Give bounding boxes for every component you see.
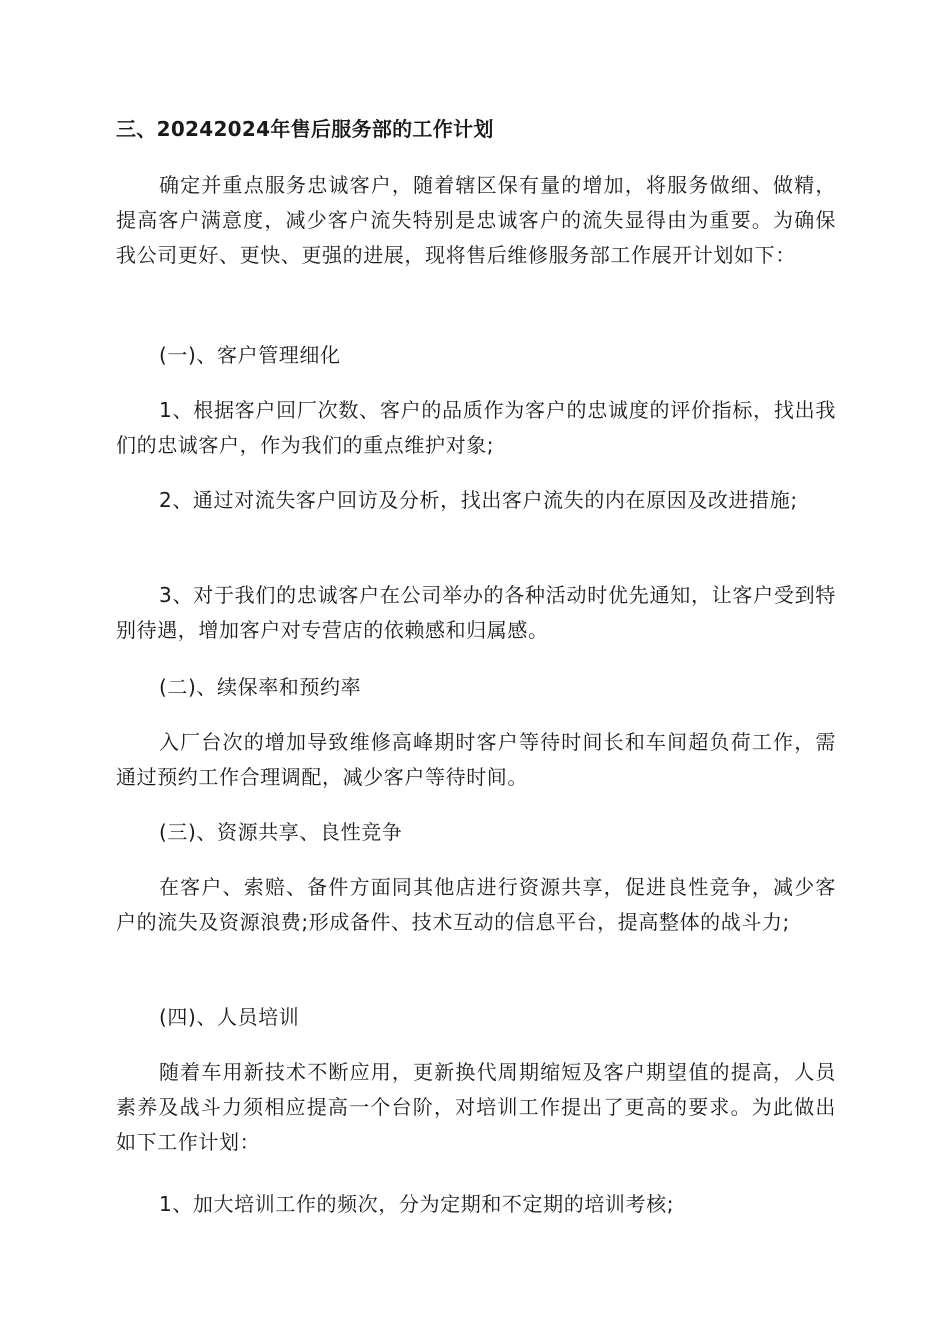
subsection-title-staff-training: (四)、人员培训	[159, 1005, 300, 1029]
section-heading: 三、20242024年售后服务部的工作计划	[116, 117, 494, 141]
subsection-title-customer-management: (一)、客户管理细化	[159, 343, 341, 367]
list-item-3: 3、对于我们的忠诚客户在公司举办的各种活动时优先通知，让客户受到特别待遇，增加客户对专营店的依赖感和归属感。	[116, 583, 836, 642]
list-item-2: 2、通过对流失客户回访及分析，找出客户流失的内在原因及改进措施;	[159, 488, 798, 512]
renewal-paragraph: 入厂台次的增加导致维修高峰期时客户等待时间长和车间超负荷工作，需通过预约工作合理调配，减少客户等待时间。	[116, 730, 836, 789]
intro-paragraph: 确定并重点服务忠诚客户，随着辖区保有量的增加，将服务做细、做精，提高客户满意度，减少客户流失特别是忠诚客户的流失显得由为重要。为确保我公司更好、更快、更强的进展，现将售后维修服务部工作展开计划如下：	[116, 173, 836, 267]
training-list-item-1: 1、加大培训工作的频次，分为定期和不定期的培训考核;	[159, 1192, 675, 1216]
list-item-1: 1、根据客户回厂次数、客户的品质作为客户的忠诚度的评价指标，找出我们的忠诚客户，作为我们的重点维护对象;	[116, 398, 836, 457]
resource-sharing-paragraph: 在客户、索赔、备件方面同其他店进行资源共享，促进良性竞争，减少客户的流失及资源浪费;形成备件、技术互动的信息平台，提高整体的战斗力;	[116, 875, 836, 934]
subsection-title-resource-sharing: (三)、资源共享、良性竞争	[159, 820, 403, 844]
training-paragraph: 随着车用新技术不断应用，更新换代周期缩短及客户期望值的提高，人员素养及战斗力须相应提高一个台阶，对培训工作提出了更高的要求。为此做出如下工作计划：	[116, 1060, 836, 1154]
subsection-title-renewal-rate: (二)、续保率和预约率	[159, 675, 362, 699]
